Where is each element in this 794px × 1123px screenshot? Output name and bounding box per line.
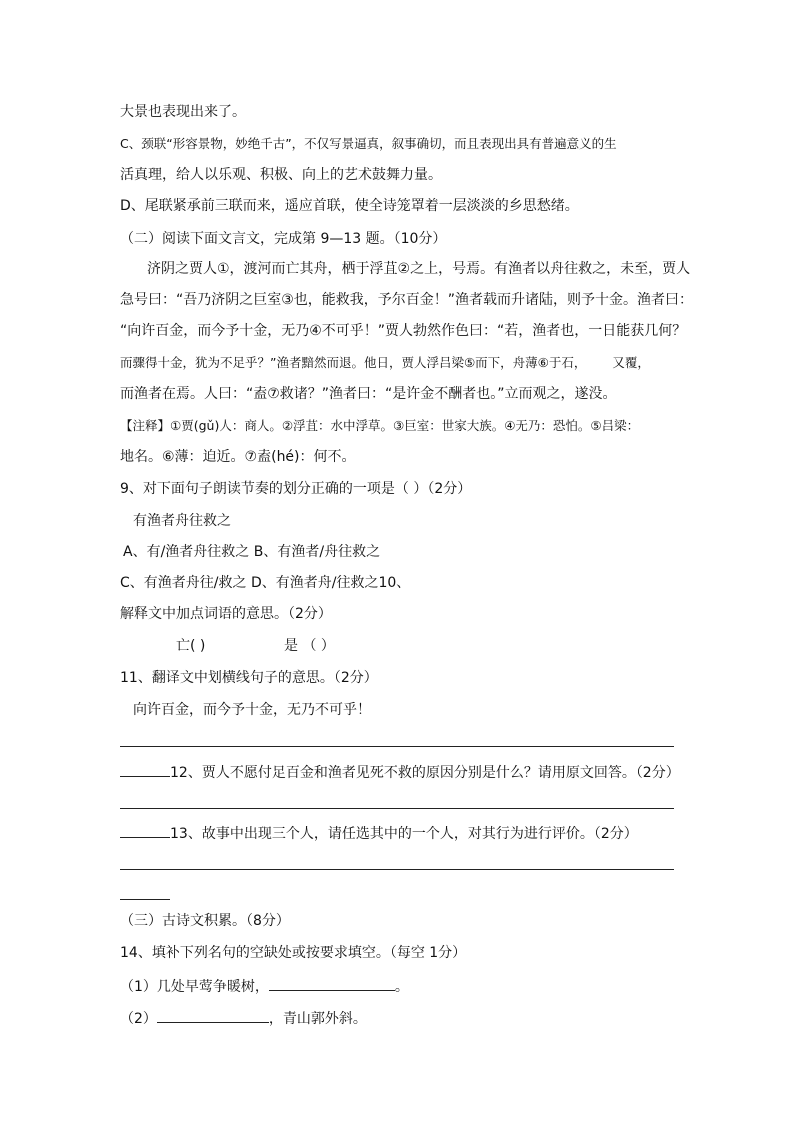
passage-line-4 — [120, 354, 650, 372]
passage-line-2: 急号曰：“吾乃济阴之巨室③也，能救我，予尔百金！”渔者载而升诸陆，则予十金。渔者曰： — [120, 292, 694, 308]
question-14-item-1 — [120, 976, 409, 996]
question-11: 11、翻译文中划横线句子的意思。（2分） — [120, 670, 378, 686]
answer-blank-11-end[interactable] — [120, 762, 170, 777]
passage-line-1: 济阴之贾人①，渡河而亡其舟，栖于浮苴②之上，号焉。有渔者以舟往救之，未至，贾人 — [147, 261, 691, 277]
question-12: 12、贾人不愿付足百金和渔者见死不救的原因分别是什么？请用原文回答。（2分） — [170, 765, 680, 781]
section-3-heading: （三）古诗文积累。（8分） — [120, 913, 290, 929]
option-d: D、尾联紧承前三联而来，遥应首联，使全诗笼罩着一层淡淡的乡思愁绪。 — [120, 198, 579, 214]
question-10-word-2: 是 （ ） — [284, 638, 335, 654]
answer-line-12[interactable] — [120, 808, 674, 809]
question-14-item-1-text: （1）几处早莺争暖树， — [120, 979, 269, 995]
question-14-item-2-number: （2） — [120, 1011, 157, 1027]
question-13: 13、故事中出现三个人，请任选其中的一个人，对其行为进行评价。（2分） — [170, 826, 638, 842]
passage-line-4-end: 又覆， — [612, 355, 650, 370]
answer-blank-13-end[interactable] — [120, 899, 170, 900]
question-9-sentence: 有渔者舟往救之 — [133, 513, 231, 529]
question-14: 14、填补下列名句的空缺处或按要求填空。（每空 1分） — [120, 945, 467, 961]
passage-line-5: 而渔者在焉。人曰：“盍⑦救诸？”渔者曰：“是许金不酬者也。”立而观之，遂没。 — [120, 386, 617, 402]
text-line-1: 大景也表现出来了。 — [120, 104, 246, 120]
passage-line-4-main: 而骤得十金，犹为不足乎？”渔者黯然而退。他日，贾人浮吕梁⑤而下，舟薄⑥于石， — [120, 355, 587, 370]
answer-line-13[interactable] — [120, 869, 674, 870]
question-10: 解释文中加点词语的意思。（2分） — [120, 606, 332, 622]
annotation-line-2: 地名。⑥薄：迫近。⑦盍(hé)：何不。 — [120, 449, 356, 465]
answer-blank-12-end[interactable] — [120, 823, 170, 838]
section-2-heading: （二）阅读下面文言文，完成第 9—13 题。（10分） — [120, 231, 447, 247]
fill-blank-1[interactable] — [269, 976, 395, 991]
question-9-options-cd: C、有渔者舟往/救之 D、有渔者舟/往救之10、 — [120, 575, 411, 591]
fill-blank-2[interactable] — [157, 1008, 269, 1023]
option-c-line-1: C、颈联“形容景物，妙绝千古”，不仅写景逼真，叙事确切，而且表现出具有普遍意义的生 — [120, 136, 617, 151]
question-12-row — [120, 762, 680, 782]
question-9-options-ab: A、有/渔者舟往救之 B、有渔者/舟往救之 — [123, 544, 381, 560]
question-14-item-2 — [120, 1008, 367, 1028]
question-14-item-2-text: ，青山郭外斜。 — [268, 1011, 367, 1027]
question-13-row — [120, 823, 638, 843]
answer-line-11[interactable] — [120, 746, 674, 747]
question-14-item-1-end: 。 — [394, 979, 409, 995]
annotation-line-1: 【注释】①贾(gǔ)人：商人。②浮苴：水中浮草。③巨室：世家大族。④无乃：恐怕。⑤吕梁： — [120, 418, 640, 433]
question-10-word-1: 亡( ) — [176, 638, 206, 654]
option-c-line-2: 活真理，给人以乐观、积极、向上的艺术鼓舞力量。 — [120, 167, 442, 183]
question-11-sentence: 向许百金，而今予十金，无乃不可乎！ — [133, 702, 371, 718]
question-9: 9、对下面句子朗读节奏的划分正确的一项是（ ）（2分） — [120, 481, 472, 497]
passage-line-3: “向许百金，而今予十金，无乃④不可乎！”贾人勃然作色曰：“若，渔者也，一日能获几何？ — [120, 323, 687, 339]
